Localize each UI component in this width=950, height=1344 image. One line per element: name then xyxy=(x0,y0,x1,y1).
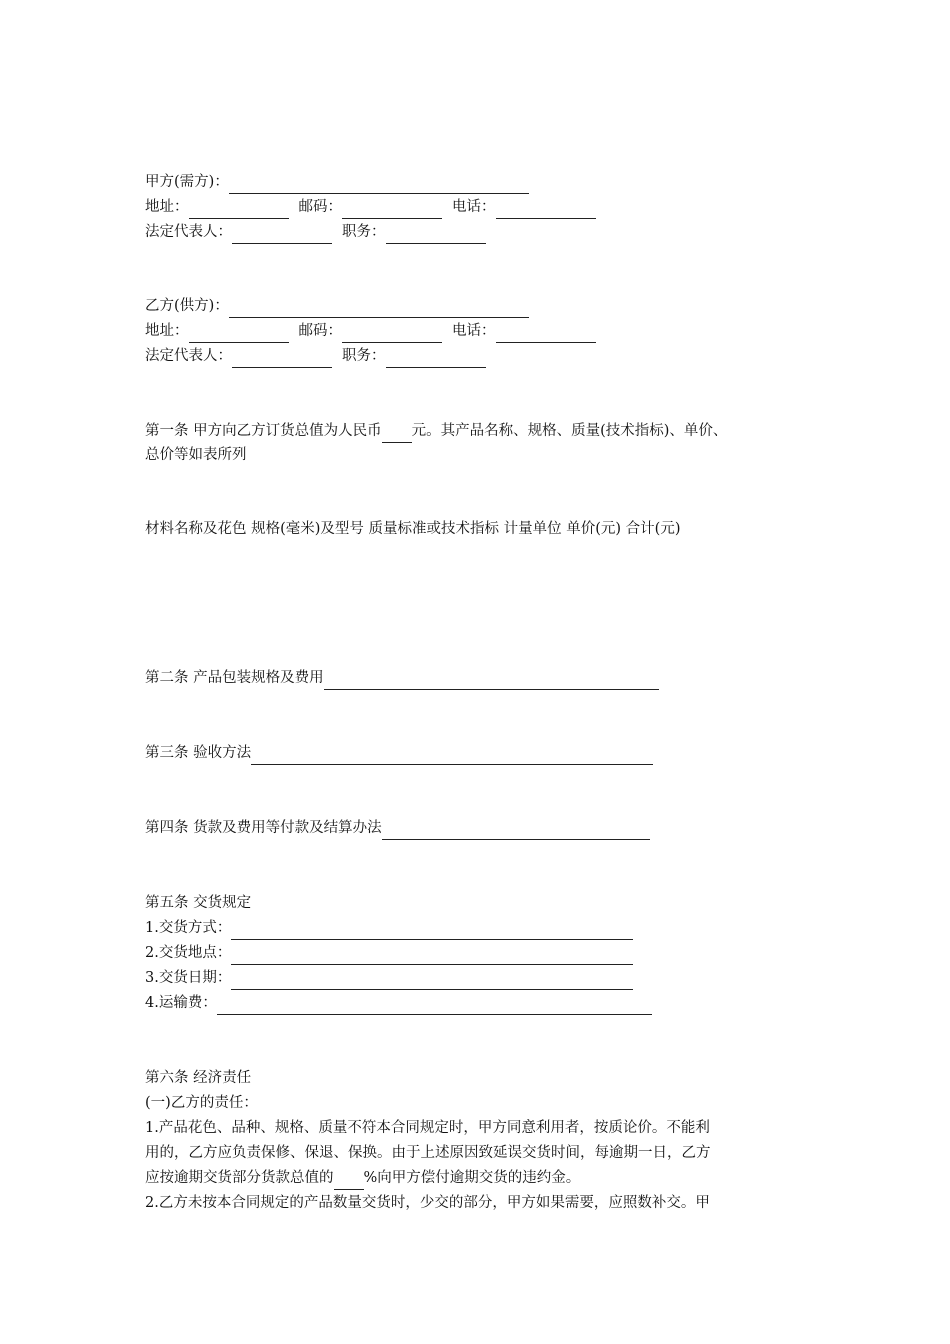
party-b-contact-line xyxy=(145,319,596,343)
freight-label: 4.运输费： xyxy=(145,995,217,1011)
party-b-phone-blank xyxy=(496,325,596,343)
party-a-name-blank xyxy=(229,176,529,194)
party-a-title-label: 职务： xyxy=(342,224,386,240)
article-2-line xyxy=(145,666,659,690)
article-1-text-before: 第一条 甲方向乙方订货总值为人民币 xyxy=(145,423,382,439)
party-a-address-label: 地址： xyxy=(145,199,189,215)
party-b-title-label: 职务： xyxy=(342,348,386,364)
article-3-line xyxy=(145,741,653,765)
party-a-phone-label: 电话： xyxy=(452,199,496,215)
party-a-rep-label: 法定代表人： xyxy=(145,224,232,240)
party-b-postcode-label: 邮码： xyxy=(298,323,342,339)
article-5-item-2 xyxy=(145,941,633,965)
party-a-title-blank xyxy=(386,226,486,244)
article-1-line-1 xyxy=(145,419,727,443)
delivery-location-blank xyxy=(231,947,633,965)
delivery-method-blank xyxy=(231,922,633,940)
party-b-title-blank xyxy=(386,350,486,368)
party-a-rep-blank xyxy=(232,226,332,244)
delivery-date-label: 3.交货日期： xyxy=(145,970,232,986)
article-6-sub-1: (一)乙方的责任： xyxy=(145,1095,258,1111)
article-1-line-2: 总价等如表所列 xyxy=(145,447,247,463)
party-b-rep-blank xyxy=(232,350,332,368)
article-2-blank xyxy=(324,672,659,690)
party-a-name-label: 甲方(需方)： xyxy=(145,174,229,190)
article-4-line xyxy=(145,816,650,840)
penalty-text-after: %向甲方偿付逾期交货的违约金。 xyxy=(363,1170,581,1186)
party-b-address-blank xyxy=(189,325,289,343)
article-1-amount-blank xyxy=(382,425,412,443)
party-a-contact-line xyxy=(145,195,596,219)
party-b-postcode-blank xyxy=(342,325,442,343)
party-a-postcode-blank xyxy=(342,201,442,219)
party-b-address-label: 地址： xyxy=(145,323,189,339)
article-6-p1-line-3 xyxy=(145,1166,580,1190)
party-a-address-blank xyxy=(189,201,289,219)
party-a-rep-line xyxy=(145,220,486,244)
article-6-p2-line-1: 2.乙方未按本合同规定的产品数量交货时，少交的部分，甲方如果需要，应照数补交。甲 xyxy=(145,1195,710,1211)
freight-blank xyxy=(217,997,652,1015)
article-5-item-4 xyxy=(145,991,652,1015)
party-a-postcode-label: 邮码： xyxy=(298,199,342,215)
penalty-text-before: 应按逾期交货部分货款总值的 xyxy=(145,1170,334,1186)
article-6-p1-line-2: 用的，乙方应负责保修、保退、保换。由于上述原因致延误交货时间，每逾期一日，乙方 xyxy=(145,1145,711,1161)
product-table-header: 材料名称及花色 规格(毫米)及型号 质量标准或技术指标 计量单位 单价(元) 合计(元) xyxy=(145,521,681,537)
party-a-name-line xyxy=(145,170,529,194)
article-1-text-after: 元。其产品名称、规格、质量(技术指标)、单价、 xyxy=(411,423,728,439)
party-a-phone-blank xyxy=(496,201,596,219)
article-2-text: 第二条 产品包装规格及费用 xyxy=(145,670,324,686)
penalty-percent-blank xyxy=(334,1172,364,1190)
article-6-p1-line-1: 1.产品花色、品种、规格、质量不符本合同规定时，甲方同意利用者，按质论价。不能利 xyxy=(145,1120,710,1136)
party-b-name-blank xyxy=(229,300,529,318)
delivery-date-blank xyxy=(231,972,633,990)
article-5-item-1 xyxy=(145,916,633,940)
delivery-location-label: 2.交货地点： xyxy=(145,945,232,961)
article-4-blank xyxy=(382,822,650,840)
party-b-phone-label: 电话： xyxy=(452,323,496,339)
article-3-text: 第三条 验收方法 xyxy=(145,745,252,761)
party-b-rep-label: 法定代表人： xyxy=(145,348,232,364)
article-6-title: 第六条 经济责任 xyxy=(145,1070,252,1086)
party-b-name-line xyxy=(145,294,529,318)
party-b-name-label: 乙方(供方)： xyxy=(145,298,229,314)
party-b-rep-line xyxy=(145,344,486,368)
article-3-blank xyxy=(251,747,653,765)
article-4-text: 第四条 货款及费用等付款及结算办法 xyxy=(145,820,382,836)
delivery-method-label: 1.交货方式： xyxy=(145,920,232,936)
article-5-item-3 xyxy=(145,966,633,990)
article-5-title: 第五条 交货规定 xyxy=(145,895,252,911)
